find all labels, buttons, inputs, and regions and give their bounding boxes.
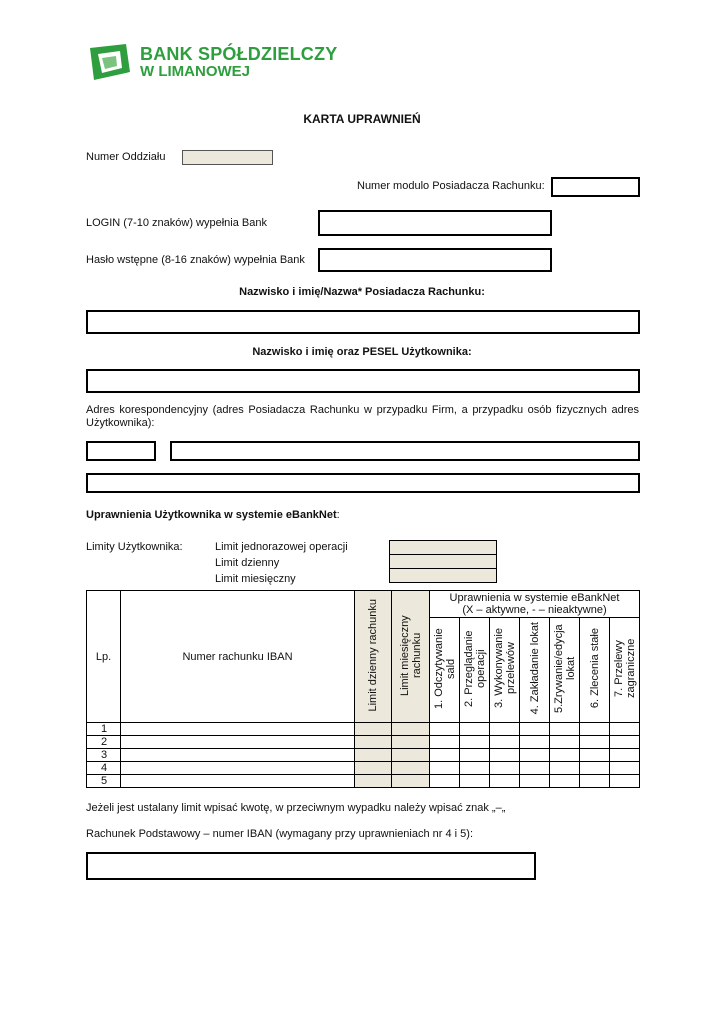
- perm-1-cell[interactable]: [430, 749, 460, 762]
- holder-name-input[interactable]: [86, 310, 640, 334]
- perm-2-cell[interactable]: [460, 723, 490, 736]
- user-name-input[interactable]: [86, 369, 640, 393]
- perm-7-cell[interactable]: [610, 762, 640, 775]
- permissions-heading: [86, 509, 340, 521]
- col-monthly-header: [392, 591, 430, 723]
- perm-6-cell[interactable]: [580, 762, 610, 775]
- branch-input[interactable]: [182, 150, 273, 165]
- col-monthly-label: Limit miesięczny rachunku: [398, 614, 423, 696]
- bank-logo-icon: [86, 42, 134, 82]
- daily-limit-cell[interactable]: [355, 723, 392, 736]
- perm-7-cell[interactable]: [610, 736, 640, 749]
- basic-account-iban-input[interactable]: [86, 852, 536, 880]
- perm-6-cell[interactable]: [580, 775, 610, 788]
- perm-6-cell[interactable]: [580, 723, 610, 736]
- perm-group-header: [430, 591, 640, 618]
- iban-cell[interactable]: [121, 749, 355, 762]
- perm-5-cell[interactable]: [550, 775, 580, 788]
- perm-col-3: [490, 618, 520, 723]
- limits-label: Limity Użytkownika:: [86, 541, 183, 553]
- branch-label: Numer Oddziału: [86, 151, 166, 163]
- perm-3-cell[interactable]: [490, 723, 520, 736]
- limit-daily-input[interactable]: [389, 554, 497, 569]
- perm-group-line2: (X – aktywne, - – nieaktywne): [462, 604, 607, 616]
- perm-col-2-label: 2. Przeglądanie operacji: [462, 630, 487, 707]
- login-input[interactable]: [318, 210, 552, 236]
- perm-3-cell[interactable]: [490, 749, 520, 762]
- perm-7-cell[interactable]: [610, 749, 640, 762]
- monthly-limit-cell[interactable]: [392, 775, 430, 788]
- permissions-table: [86, 590, 640, 788]
- row-number: 3: [87, 749, 121, 762]
- permissions-heading-text: Uprawnienia Użytkownika w systemie eBankNet: [86, 509, 337, 521]
- postal-code-input[interactable]: [86, 441, 156, 461]
- user-name-heading: Nazwisko i imię oraz PESEL Użytkownika:: [252, 346, 472, 358]
- row-number: 2: [87, 736, 121, 749]
- monthly-limit-cell[interactable]: [392, 762, 430, 775]
- row-number: 5: [87, 775, 121, 788]
- limit-single-label: Limit jednorazowej operacji: [215, 541, 348, 553]
- perm-2-cell[interactable]: [460, 736, 490, 749]
- perm-4-cell[interactable]: [520, 749, 550, 762]
- password-label: Hasło wstępne (8-16 znaków) wypełnia Bank: [86, 254, 305, 266]
- perm-1-cell[interactable]: [430, 775, 460, 788]
- perm-col-4: [520, 618, 550, 723]
- perm-col-5-label: 5.Zrywanie/edycja lokat: [552, 624, 577, 713]
- iban-cell[interactable]: [121, 736, 355, 749]
- perm-2-cell[interactable]: [460, 775, 490, 788]
- bank-name-line2: W LIMANOWEJ: [140, 63, 250, 80]
- module-label: Numer modulo Posiadacza Rachunku:: [357, 180, 545, 192]
- basic-account-label: Rachunek Podstawowy – numer IBAN (wymagany przy uprawnieniach nr 4 i 5):: [86, 828, 474, 840]
- permissions-heading-colon: :: [336, 509, 340, 521]
- monthly-limit-cell[interactable]: [392, 736, 430, 749]
- perm-col-3-label: 3. Wykonywanie przelewów: [492, 628, 517, 709]
- bank-name-line1: BANK SPÓŁDZIELCZY: [140, 44, 338, 64]
- perm-col-6-label: 6. Zlecenia stałe: [588, 628, 601, 709]
- daily-limit-cell[interactable]: [355, 775, 392, 788]
- daily-limit-cell[interactable]: [355, 736, 392, 749]
- perm-col-1: [430, 618, 460, 723]
- perm-3-cell[interactable]: [490, 736, 520, 749]
- perm-5-cell[interactable]: [550, 736, 580, 749]
- perm-col-7-label: 7. Przelewy zagraniczne: [612, 638, 637, 699]
- table-row: [87, 736, 640, 749]
- page-title: KARTA UPRAWNIEŃ: [303, 112, 421, 126]
- col-lp-header: Lp.: [87, 591, 121, 723]
- limit-single-input[interactable]: [389, 540, 497, 555]
- perm-1-cell[interactable]: [430, 762, 460, 775]
- col-iban-header: Numer rachunku IBAN: [121, 591, 355, 723]
- password-input[interactable]: [318, 248, 552, 272]
- perm-1-cell[interactable]: [430, 723, 460, 736]
- perm-5-cell[interactable]: [550, 749, 580, 762]
- daily-limit-cell[interactable]: [355, 749, 392, 762]
- perm-3-cell[interactable]: [490, 762, 520, 775]
- perm-col-7: [610, 618, 640, 723]
- limit-monthly-input[interactable]: [389, 568, 497, 583]
- col-daily-header: [355, 591, 392, 723]
- table-row: [87, 723, 640, 736]
- limit-monthly-label: Limit miesięczny: [215, 573, 296, 585]
- perm-col-2: [460, 618, 490, 723]
- perm-2-cell[interactable]: [460, 749, 490, 762]
- perm-6-cell[interactable]: [580, 736, 610, 749]
- perm-col-6: [580, 618, 610, 723]
- perm-2-cell[interactable]: [460, 762, 490, 775]
- daily-limit-cell[interactable]: [355, 762, 392, 775]
- perm-col-5: [550, 618, 580, 723]
- perm-4-cell[interactable]: [520, 775, 550, 788]
- city-input[interactable]: [170, 441, 640, 461]
- perm-5-cell[interactable]: [550, 723, 580, 736]
- address-label: Adres korespondencyjny (adres Posiadacza Rachunku w przypadku Firm, a przypadku osób fizycznych adres Użytkownika):: [86, 404, 639, 429]
- row-number: 1: [87, 723, 121, 736]
- row-number: 4: [87, 762, 121, 775]
- table-row: [87, 762, 640, 775]
- perm-col-4-label: 4. Zakładanie lokat: [528, 622, 541, 715]
- perm-group-line1: Uprawnienia w systemie eBankNet: [449, 592, 620, 604]
- monthly-limit-cell[interactable]: [392, 749, 430, 762]
- limit-daily-label: Limit dzienny: [215, 557, 280, 569]
- perm-col-1-label: 1. Odczytywanie sald: [432, 628, 457, 709]
- perm-7-cell[interactable]: [610, 775, 640, 788]
- perm-1-cell[interactable]: [430, 736, 460, 749]
- perm-3-cell[interactable]: [490, 775, 520, 788]
- perm-4-cell[interactable]: [520, 723, 550, 736]
- iban-cell[interactable]: [121, 775, 355, 788]
- iban-cell[interactable]: [121, 762, 355, 775]
- perm-4-cell[interactable]: [520, 762, 550, 775]
- perm-4-cell[interactable]: [520, 736, 550, 749]
- col-daily-label: Limit dzienny rachunku: [367, 598, 379, 712]
- limit-note: Jeżeli jest ustalany limit wpisać kwotę, w przeciwnym wypadku należy wpisać znak „–„: [86, 802, 506, 814]
- table-row: [87, 775, 640, 788]
- street-input[interactable]: [86, 473, 640, 493]
- iban-cell[interactable]: [121, 723, 355, 736]
- module-input[interactable]: [551, 177, 640, 197]
- table-row: [87, 749, 640, 762]
- holder-name-heading: Nazwisko i imię/Nazwa* Posiadacza Rachunku:: [239, 286, 485, 298]
- perm-5-cell[interactable]: [550, 762, 580, 775]
- perm-6-cell[interactable]: [580, 749, 610, 762]
- monthly-limit-cell[interactable]: [392, 723, 430, 736]
- login-label: LOGIN (7-10 znaków) wypełnia Bank: [86, 217, 267, 229]
- perm-7-cell[interactable]: [610, 723, 640, 736]
